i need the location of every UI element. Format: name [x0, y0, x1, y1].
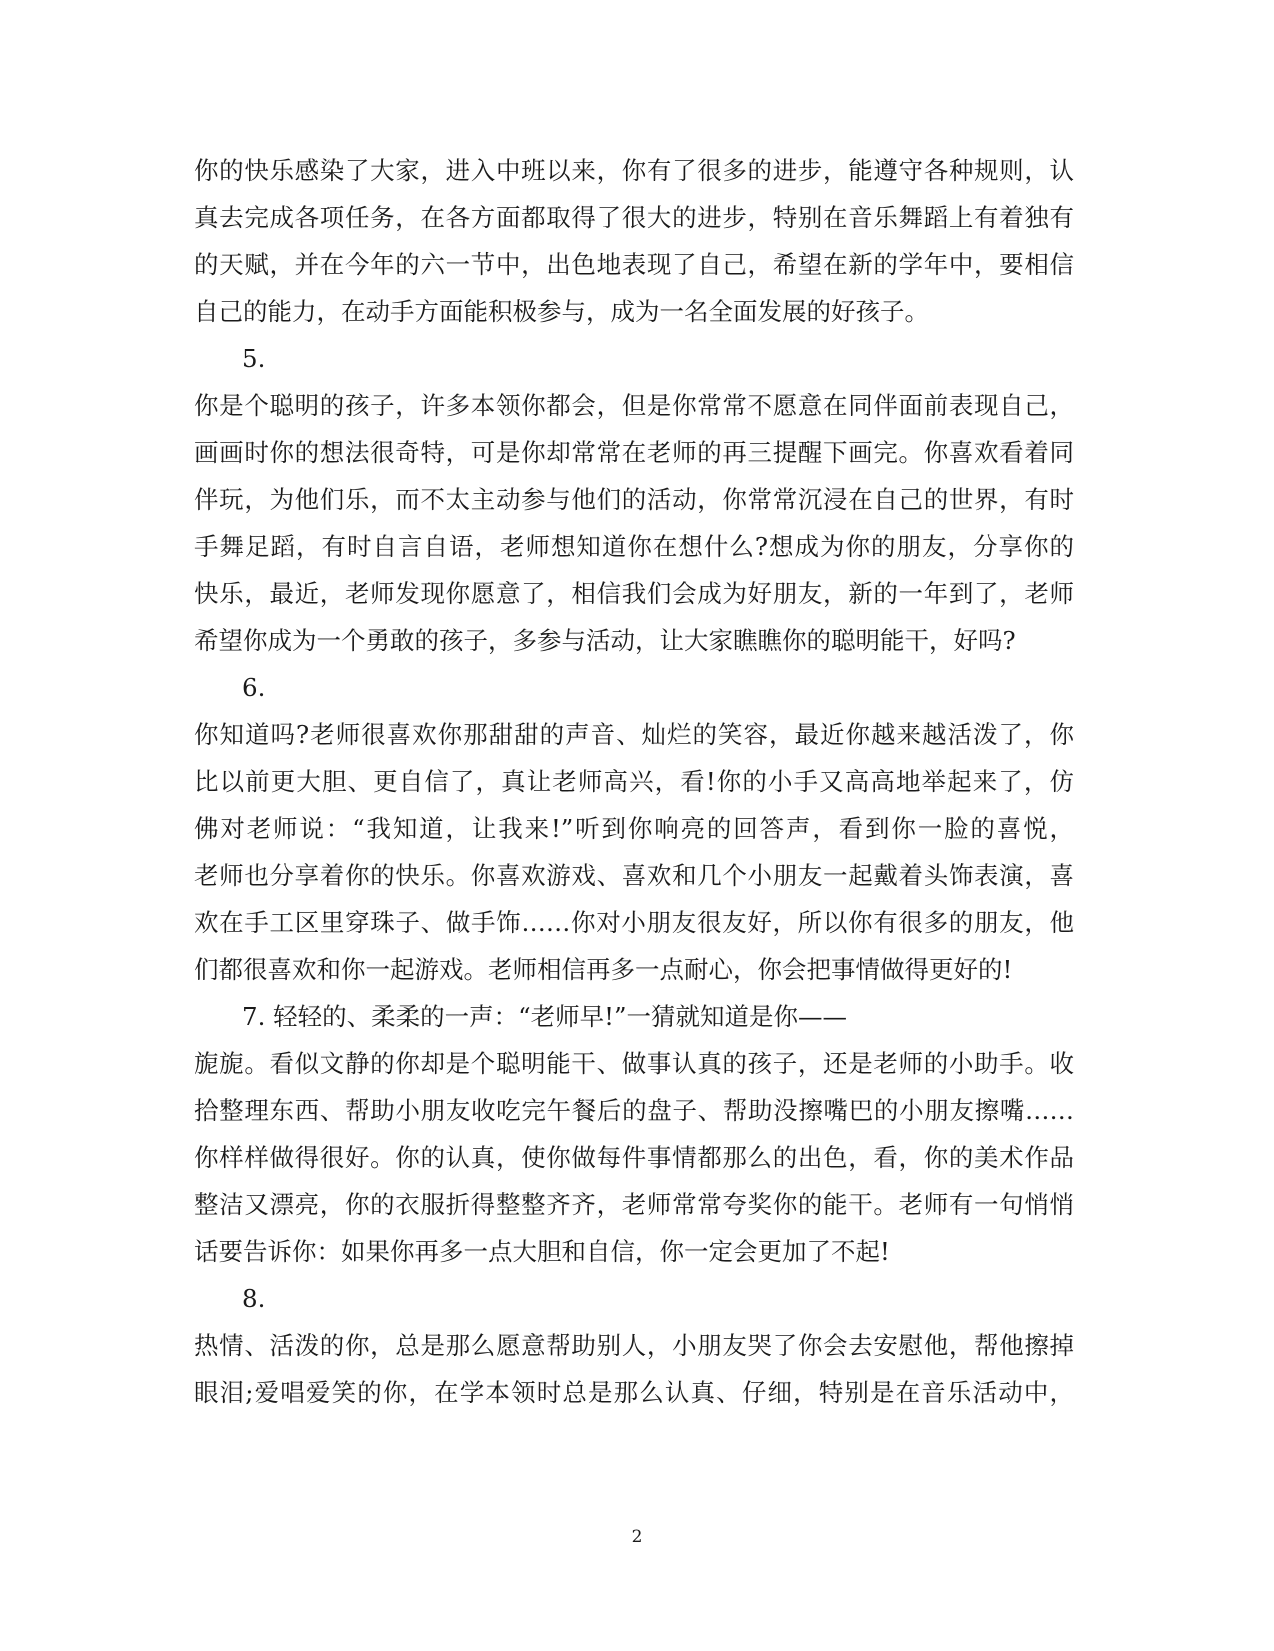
body-text-line: 欢在手工区里穿珠子、做手饰……你对小朋友很友好，所以你有很多的朋友，他 — [194, 908, 1074, 937]
body-text-line: 旎旎。看似文静的你却是个聪明能干、做事认真的孩子，还是老师的小助手。收 — [194, 1049, 1074, 1078]
body-text-line: 你样样做得很好。你的认真，使你做每件事情都那么的出色，看，你的美术作品 — [194, 1143, 1074, 1172]
item-number: 5. — [242, 344, 266, 373]
body-text-line: 话要告诉你：如果你再多一点大胆和自信，你一定会更加了不起! — [194, 1237, 890, 1266]
body-text-line: 手舞足蹈，有时自言自语，老师想知道你在想什么?想成为你的朋友，分享你的 — [194, 532, 1074, 561]
body-text-line: 画画时你的想法很奇特，可是你却常常在老师的再三提醒下画完。你喜欢看着同 — [194, 438, 1074, 467]
body-text-line: 佛对老师说：“我知道，让我来!”听到你响亮的回答声，看到你一脸的喜悦， — [194, 814, 1074, 843]
body-text-line: 你的快乐感染了大家，进入中班以来，你有了很多的进步，能遵守各种规则，认 — [194, 156, 1074, 185]
body-text-line: 希望你成为一个勇敢的孩子，多参与活动，让大家瞧瞧你的聪明能干，好吗? — [194, 626, 1016, 655]
body-text-line: 眼泪;爱唱爱笑的你，在学本领时总是那么认真、仔细，特别是在音乐活动中， — [194, 1378, 1074, 1407]
body-text-line: 们都很喜欢和你一起游戏。老师相信再多一点耐心，你会把事情做得更好的! — [194, 955, 1013, 984]
body-text-line: 你是个聪明的孩子，许多本领你都会，但是你常常不愿意在同伴面前表现自己， — [194, 391, 1074, 420]
body-text-line: 真去完成各项任务，在各方面都取得了很大的进步，特别在音乐舞蹈上有着独有 — [194, 203, 1074, 232]
page-number: 2 — [631, 1527, 643, 1547]
item-number: 8. — [242, 1284, 266, 1313]
body-text-line: 伴玩，为他们乐，而不太主动参与他们的活动，你常常沉浸在自己的世界，有时 — [194, 485, 1074, 514]
item-heading: 7. 轻轻的、柔柔的一声：“老师早!”一猜就知道是你—— — [242, 1002, 848, 1031]
body-text-line: 热情、活泼的你，总是那么愿意帮助别人，小朋友哭了你会去安慰他，帮他擦掉 — [194, 1331, 1074, 1360]
body-text-line: 你知道吗?老师很喜欢你那甜甜的声音、灿烂的笑容，最近你越来越活泼了，你 — [194, 720, 1074, 749]
body-text-line: 比以前更大胆、更自信了，真让老师高兴，看!你的小手又高高地举起来了，仿 — [194, 767, 1074, 796]
item-number: 6. — [242, 673, 266, 702]
body-text-line: 的天赋，并在今年的六一节中，出色地表现了自己，希望在新的学年中，要相信 — [194, 250, 1074, 279]
body-text-line: 整洁又漂亮，你的衣服折得整整齐齐，老师常常夸奖你的能干。老师有一句悄悄 — [194, 1190, 1074, 1219]
body-text-line: 老师也分享着你的快乐。你喜欢游戏、喜欢和几个小朋友一起戴着头饰表演，喜 — [194, 861, 1074, 890]
body-text-line: 自己的能力，在动手方面能积极参与，成为一名全面发展的好孩子。 — [194, 297, 929, 326]
body-text-line: 快乐，最近，老师发现你愿意了，相信我们会成为好朋友，新的一年到了，老师 — [194, 579, 1074, 608]
body-text-line: 拾整理东西、帮助小朋友收吃完午餐后的盘子、帮助没擦嘴巴的小朋友擦嘴…… — [194, 1096, 1074, 1125]
